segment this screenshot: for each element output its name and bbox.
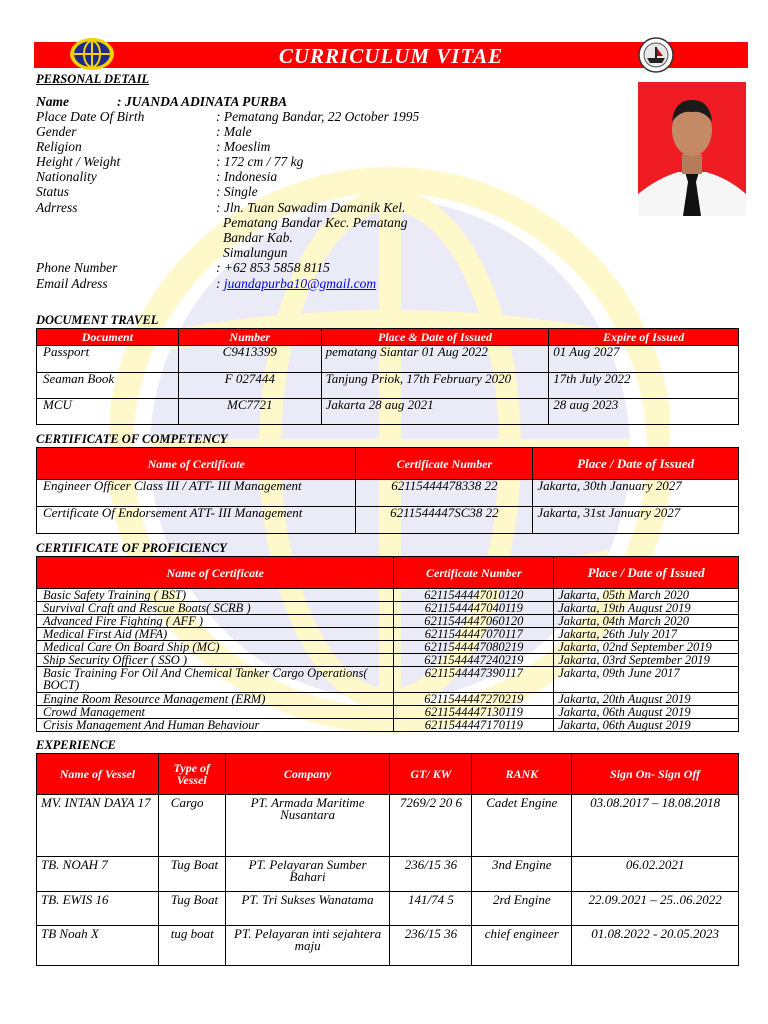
header-company: Company [225, 754, 390, 795]
table-row [37, 926, 739, 966]
company-cell: PT. Tri Sukses Wanatama [225, 892, 390, 926]
header-rank: RANK [472, 754, 572, 795]
header-number: Number [178, 329, 321, 346]
expire-cell: 17th July 2022 [549, 373, 739, 399]
cert-place-cell: Jakarta, 31st January 2027 [533, 507, 739, 534]
label-gender: Gender [36, 124, 77, 140]
table-row [37, 480, 739, 507]
table-row [37, 706, 739, 719]
company-cell: PT. Armada Maritime Nusantara [225, 795, 390, 857]
gt-kw-cell: 236/15 36 [390, 857, 472, 892]
header-cert-number: Certificate Number [356, 448, 533, 480]
prof-name-cell: Crisis Management And Human Behaviour [37, 719, 394, 732]
period-cell: 06.02.2021 [572, 857, 739, 892]
expire-cell: 01 Aug 2027 [549, 346, 739, 373]
gt-kw-cell: 7269/2 20 6 [390, 795, 472, 857]
expire-cell: 28 aug 2023 [549, 399, 739, 425]
proficiency-table [36, 556, 739, 732]
header-prof-number: Certificate Number [394, 557, 554, 589]
header-gt-kw: GT/ KW [390, 754, 472, 795]
ship-emblem-icon [636, 37, 676, 73]
rank-cell: 3nd Engine [472, 857, 572, 892]
table-row [37, 399, 739, 425]
prof-number-cell: 6211544447130119 [394, 706, 554, 719]
prof-name-cell: Ship Security Officer ( SSO ) [37, 654, 394, 667]
address-line-4: Simalungun [223, 245, 288, 261]
email-value [216, 276, 376, 291]
period-cell: 01.08.2022 - 20.05.2023 [572, 926, 739, 966]
rank-cell: Cadet Engine [472, 795, 572, 857]
place-cell: Tanjung Priok, 17th February 2020 [321, 373, 549, 399]
prof-place-cell: Jakarta, 26th July 2017 [554, 628, 739, 641]
section-proficiency: CERTIFICATE OF PROFICIENCY [36, 541, 227, 555]
table-row [37, 346, 739, 373]
gt-kw-cell: 236/15 36 [390, 926, 472, 966]
table-row [37, 719, 739, 732]
header-vessel: Name of Vessel [37, 754, 159, 795]
table-row [37, 892, 739, 926]
place-cell: Jakarta 28 aug 2021 [321, 399, 549, 425]
prof-place-cell: Jakarta, 06th August 2019 [554, 706, 739, 719]
label-nationality: Nationality [36, 169, 97, 185]
phone-label: Phone Number [36, 260, 118, 275]
label-religion: Religion [36, 139, 82, 155]
label-address: Adrress [36, 199, 78, 215]
vessel-type-cell: tug boat [158, 926, 225, 966]
table-row [37, 667, 739, 693]
header-place-date: Place & Date of Issued [321, 329, 549, 346]
prof-name-cell: Advanced Fire Fighting ( AFF ) [37, 615, 394, 628]
prof-number-cell: 6211544447390117 [394, 667, 554, 693]
vessel-cell: TB. EWIS 16 [37, 892, 159, 926]
header-vessel-type: Type of Vessel [158, 754, 225, 795]
vessel-cell: TB. NOAH 7 [37, 857, 159, 892]
address-line-2: Pematang Bandar Kec. Pematang [223, 215, 408, 230]
prof-number-cell: 6211544447070117 [394, 628, 554, 641]
value-status: : Single [216, 184, 258, 200]
company-cell: PT. Pelayaran inti sejahtera maju [225, 926, 390, 966]
header-document: Document [37, 329, 179, 346]
cert-number-cell: 6211544447SC38 22 [356, 507, 533, 534]
header-cert-name: Name of Certificate [37, 448, 356, 480]
rank-cell: chief engineer [472, 926, 572, 966]
prof-number-cell: 6211544447010120 [394, 589, 554, 602]
value-address: : Jln. Tuan Sawadim Damanik Kel. [216, 199, 406, 215]
document-travel-table [36, 328, 739, 425]
prof-number-cell: 6211544447040119 [394, 602, 554, 615]
section-document-travel: DOCUMENT TRAVEL [36, 313, 159, 327]
value-religion: : Moeslim [216, 139, 271, 155]
name-value: : JUANDA ADINATA PURBA [117, 94, 288, 109]
name-label: Name [36, 94, 69, 109]
table-row [37, 693, 739, 706]
prof-name-cell: Basic Safety Training ( BST) [37, 589, 394, 602]
prof-name-cell: Survival Craft and Rescue Boats( SCRB ) [37, 602, 394, 615]
period-cell: 22.09.2021 – 25..06.2022 [572, 892, 739, 926]
personal-values [216, 109, 419, 215]
prof-name-cell: Crowd Management [37, 706, 394, 719]
prof-place-cell: Jakarta, 06th August 2019 [554, 719, 739, 732]
period-cell: 03.08.2017 – 18.08.2018 [572, 795, 739, 857]
vessel-cell: TB Noah X [37, 926, 159, 966]
value-height-weight: : 172 cm / 77 kg [216, 154, 304, 170]
header-sign-on-off: Sign On- Sign Off [572, 754, 739, 795]
email-label: Email Adress [36, 276, 108, 291]
prof-name-cell: Basic Training For Oil And Chemical Tanker Cargo Operations( BOCT) [37, 667, 394, 693]
cert-name-cell: Certificate Of Endorsement ATT- III Management [37, 507, 356, 534]
gt-kw-cell: 141/74 5 [390, 892, 472, 926]
prof-number-cell: 6211544447080219 [394, 641, 554, 654]
prof-place-cell: Jakarta, 03rd September 2019 [554, 654, 739, 667]
place-cell: pematang Siantar 01 Aug 2022 [321, 346, 549, 373]
label-birth: Place Date Of Birth [36, 109, 145, 124]
prof-number-cell: 6211544447170119 [394, 719, 554, 732]
section-experience: EXPERIENCE [36, 738, 116, 752]
table-row [37, 795, 739, 857]
competency-table [36, 447, 739, 534]
section-personal-detail: PERSONAL DETAIL [36, 72, 150, 86]
vessel-type-cell: Tug Boat [158, 892, 225, 926]
prof-place-cell: Jakarta, 04th March 2020 [554, 615, 739, 628]
table-row [37, 615, 739, 628]
page-title: CURRICULUM VITAE [278, 44, 504, 68]
cert-place-cell: Jakarta, 30th January 2027 [533, 480, 739, 507]
address-continued [223, 215, 407, 260]
table-row [37, 857, 739, 892]
personal-labels [36, 109, 144, 215]
table-row [37, 628, 739, 641]
prof-place-cell: Jakarta, 05th March 2020 [554, 589, 739, 602]
value-nationality: : Indonesia [216, 169, 278, 185]
number-cell: F 027444 [178, 373, 321, 399]
vessel-type-cell: Tug Boat [158, 857, 225, 892]
cert-number-cell: 62115444478338 22 [356, 480, 533, 507]
prof-name-cell: Medical First Aid (MFA) [37, 628, 394, 641]
table-row [37, 373, 739, 399]
number-cell: C9413399 [178, 346, 321, 373]
prof-name-cell: Engine Room Resource Management (ERM) [37, 693, 394, 706]
table-row [37, 589, 739, 602]
value-birth: : Pematang Bandar, 22 October 1995 [216, 109, 420, 124]
rank-cell: 2rd Engine [472, 892, 572, 926]
header-expire: Expire of Issued [549, 329, 739, 346]
table-row [37, 641, 739, 654]
number-cell: MC7721 [178, 399, 321, 425]
doc-cell: MCU [37, 399, 179, 425]
person-photo-icon [638, 82, 746, 216]
phone-value: : +62 853 5858 8115 [216, 260, 330, 275]
prof-name-cell: Medical Care On Board Ship (MC) [37, 641, 394, 654]
profile-photo [638, 82, 746, 216]
vessel-cell: MV. INTAN DAYA 17 [37, 795, 159, 857]
header-prof-place: Place / Date of Issued [554, 557, 739, 589]
doc-cell: Passport [37, 346, 179, 373]
doc-cell: Seaman Book [37, 373, 179, 399]
label-status: Status [36, 184, 70, 200]
email-link[interactable]: juandapurba10@gmail.com [223, 276, 377, 291]
experience-table [36, 753, 739, 966]
prof-place-cell: Jakarta, 19th August 2019 [554, 602, 739, 615]
table-row [37, 507, 739, 534]
header-cert-place: Place / Date of Issued [533, 448, 739, 480]
company-cell: PT. Pelayaran Sumber Bahari [225, 857, 390, 892]
cert-name-cell: Engineer Officer Class III / ATT- III Management [37, 480, 356, 507]
prof-place-cell: Jakarta, 02nd September 2019 [554, 641, 739, 654]
section-competency: CERTIFICATE OF COMPETENCY [36, 432, 228, 446]
vessel-type-cell: Cargo [158, 795, 225, 857]
table-row [37, 654, 739, 667]
prof-number-cell: 6211544447270219 [394, 693, 554, 706]
prof-number-cell: 6211544447060120 [394, 615, 554, 628]
address-line-3: Bandar Kab. [223, 230, 293, 246]
value-gender: : Male [216, 124, 252, 140]
email-colon: : [216, 276, 221, 291]
header-prof-name: Name of Certificate [37, 557, 394, 589]
label-height-weight: Height / Weight [36, 154, 121, 170]
globe-logo-icon [68, 37, 116, 71]
prof-number-cell: 6211544447240219 [394, 654, 554, 667]
prof-place-cell: Jakarta, 09th June 2017 [554, 667, 739, 693]
table-row [37, 602, 739, 615]
prof-place-cell: Jakarta, 20th August 2019 [554, 693, 739, 706]
